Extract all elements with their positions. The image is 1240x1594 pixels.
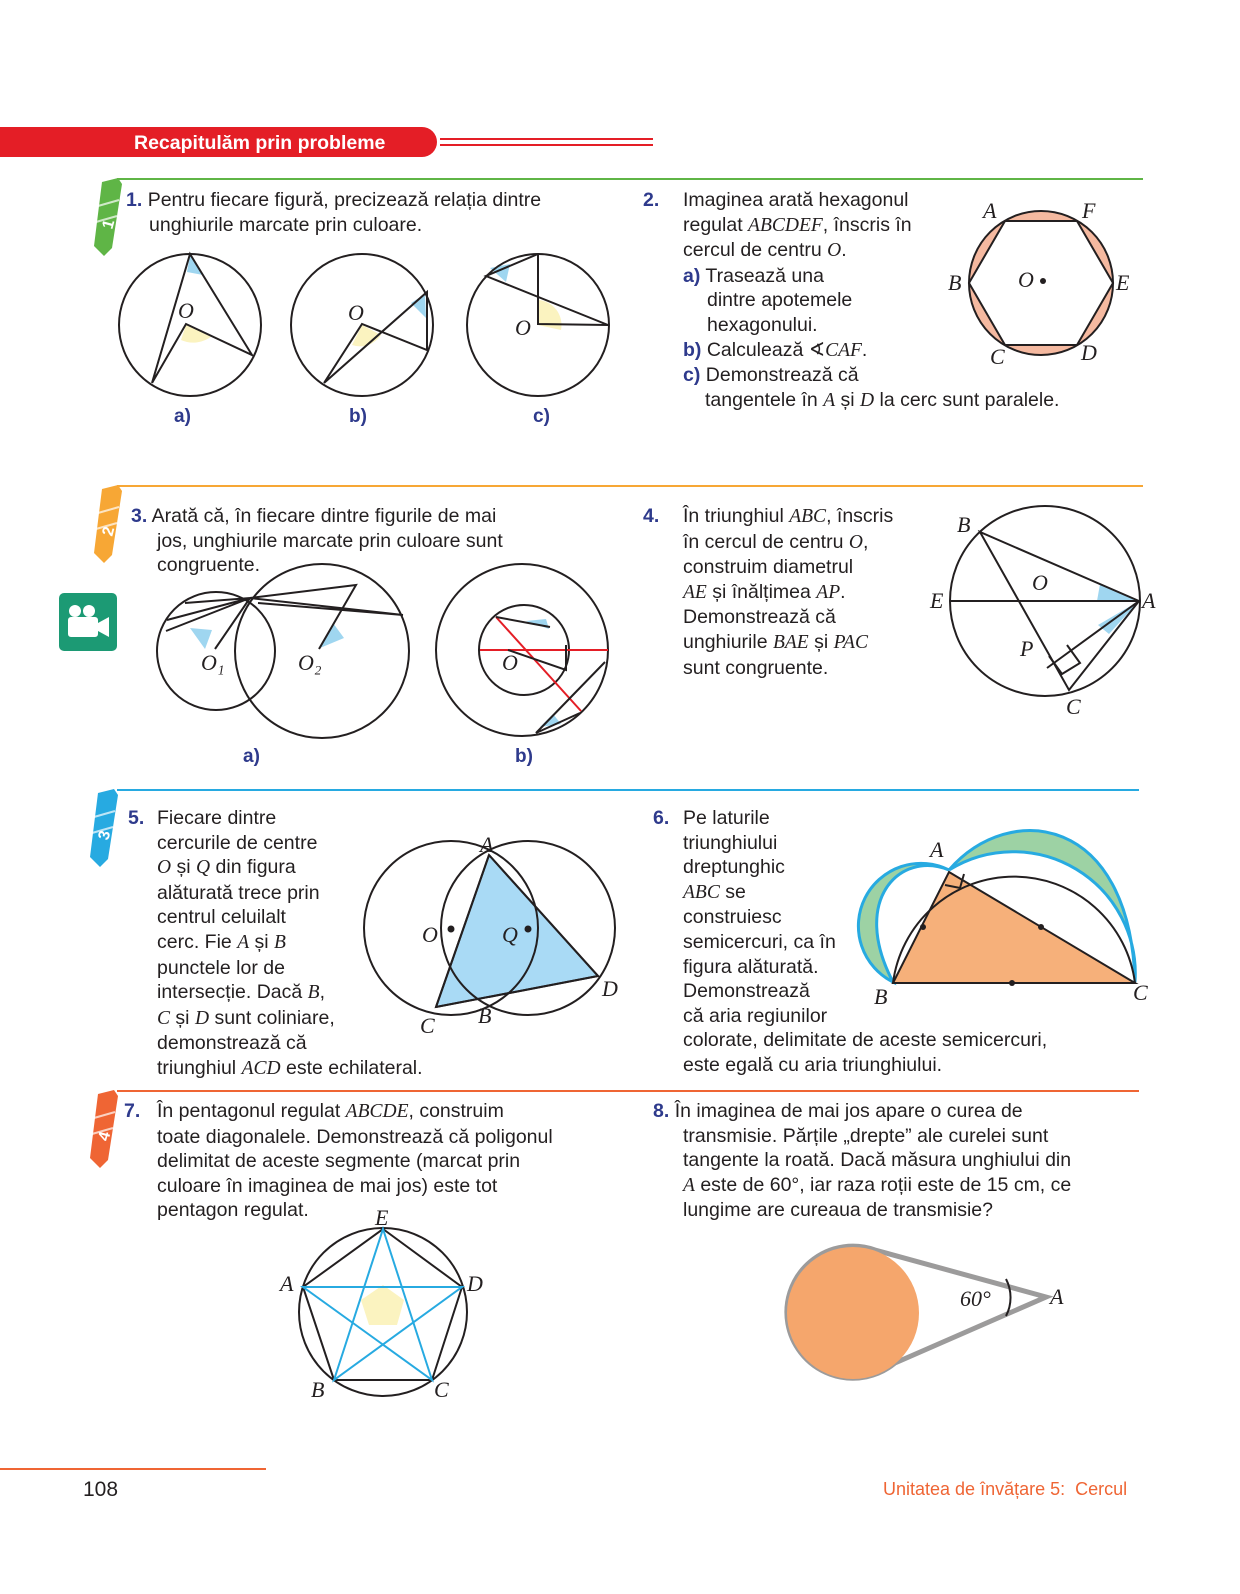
text-line: Imaginea arată hexagonul xyxy=(683,189,909,211)
text-line: punctele lor de xyxy=(157,956,285,979)
text-line: AE și înălțimea AP. xyxy=(683,580,846,603)
svg-text:A: A xyxy=(280,1271,294,1296)
figure-label: b) xyxy=(349,406,367,427)
svg-text:B: B xyxy=(311,1377,325,1402)
text-line: dreptunghic xyxy=(683,856,785,879)
text-line: culoare în imaginea de mai jos) este tot xyxy=(157,1174,498,1197)
footer-rule xyxy=(0,1468,266,1470)
svg-text:D: D xyxy=(467,1271,483,1296)
text-line: În triunghiul ABC, înscris xyxy=(683,505,894,527)
text-line: b) Calculează ∢CAF. xyxy=(683,338,868,361)
text-line: pentagon regulat. xyxy=(157,1199,309,1222)
text-line: tangente la roată. Dacă măsura unghiului din xyxy=(683,1149,1072,1172)
figure-label: a) xyxy=(174,406,191,427)
problem-5-text: 5. xyxy=(128,807,145,829)
svg-text:C: C xyxy=(420,1013,435,1038)
figure-label: c) xyxy=(533,406,550,427)
text-line: demonstrează că xyxy=(157,1032,307,1055)
svg-text:A: A xyxy=(930,837,944,862)
problem-7-text: 7. xyxy=(124,1100,141,1122)
page-number: 108 xyxy=(83,1478,119,1501)
problem-number: 2. xyxy=(643,189,660,211)
svg-text:O: O xyxy=(178,298,194,323)
svg-text:E: E xyxy=(930,588,944,613)
svg-text:60°: 60° xyxy=(960,1286,991,1311)
svg-text:O: O xyxy=(348,300,364,325)
text-line: unghiurile BAE și PAC xyxy=(683,630,868,653)
text-line: ABC se xyxy=(683,880,746,903)
svg-text:B: B xyxy=(948,270,962,295)
figure-label: b) xyxy=(515,746,533,767)
text-line: cerc. Fie A și B xyxy=(157,930,286,953)
svg-text:B: B xyxy=(478,1003,492,1028)
svg-text:4: 4 xyxy=(95,1129,115,1143)
text-line: Fiecare dintre xyxy=(157,807,277,829)
svg-text:3: 3 xyxy=(95,828,115,842)
svg-text:O: O xyxy=(515,315,531,340)
svg-text:O₂: O₂ xyxy=(298,650,322,675)
text-line: toate diagonalele. Demonstrează că poligonul xyxy=(157,1125,553,1148)
text-line: congruente. xyxy=(157,554,260,577)
svg-text:C: C xyxy=(990,344,1005,369)
text-line: construiesc xyxy=(683,906,782,929)
svg-text:B: B xyxy=(874,984,888,1009)
svg-text:P: P xyxy=(1020,636,1034,661)
svg-text:E: E xyxy=(375,1205,389,1230)
text-line: Demonstrează că xyxy=(683,606,836,629)
text-line: A este de 60°, iar raza roții este de 15 cm, ce xyxy=(683,1173,1072,1196)
svg-text:B: B xyxy=(957,512,971,537)
svg-text:O: O xyxy=(422,922,438,947)
text-line: că aria regiunilor xyxy=(683,1004,828,1027)
svg-text:A: A xyxy=(1142,588,1156,613)
problem-text: Pentru fiecare figură, precizează relația dintre xyxy=(147,189,542,211)
text-line: Pe laturile xyxy=(683,807,770,829)
svg-text:2: 2 xyxy=(99,524,119,538)
svg-text:1: 1 xyxy=(99,217,119,231)
text-line: 8. În imaginea de mai jos apare o curea de xyxy=(653,1100,1023,1122)
text-line: în cercul de centru O, xyxy=(683,530,869,553)
svg-text:A: A xyxy=(480,832,494,857)
text-line: sunt congruente. xyxy=(683,656,829,679)
svg-text:O: O xyxy=(1018,267,1034,292)
svg-text:C: C xyxy=(434,1377,449,1402)
text-line: colorate, delimitate de aceste semicercuri, xyxy=(683,1029,1048,1052)
text-line: a) Trasează una xyxy=(683,264,824,287)
text-line: cercurile de centre xyxy=(157,831,318,854)
svg-text:D: D xyxy=(1081,340,1097,365)
text-line: 3. Arată că, în fiecare dintre figurile de mai xyxy=(131,505,497,527)
text-line: centrul celuilalt xyxy=(157,906,286,929)
figure-label: a) xyxy=(243,746,260,767)
text-line: hexagonului. xyxy=(707,313,818,336)
text-line: O și Q din figura xyxy=(157,856,296,879)
text-line: jos, unghiurile marcate prin culoare sunt xyxy=(157,529,503,552)
text-line: construim diametrul xyxy=(683,556,854,579)
text-line: C și D sunt coliniare, xyxy=(157,1006,335,1029)
text-line: tangentele în A și D la cerc sunt paralele. xyxy=(705,388,1060,411)
svg-text:C: C xyxy=(1133,980,1148,1005)
text-line: regulat ABCDEF, înscris în xyxy=(683,213,912,236)
text-line: delimitat de aceste segmente (marcat prin xyxy=(157,1150,521,1173)
svg-text:C: C xyxy=(1066,694,1081,719)
svg-text:A: A xyxy=(983,198,997,223)
unit-title: Unitatea de învățare 5: Cercul xyxy=(883,1479,1128,1499)
text-line: figura alăturată. xyxy=(683,955,819,978)
svg-text:Q: Q xyxy=(502,922,518,947)
text-line: transmisie. Părțile „drepte” ale curelei sunt xyxy=(683,1124,1049,1147)
section-title: Recapitulăm prin probleme xyxy=(134,132,386,154)
text-line: cercul de centru O. xyxy=(683,239,847,262)
problem-6-text: 6. xyxy=(653,807,670,829)
text-line: intersecție. Dacă B, xyxy=(157,981,325,1004)
problem-text: unghiurile marcate prin culoare. xyxy=(149,213,423,236)
svg-text:E: E xyxy=(1116,270,1130,295)
text-line: triunghiului xyxy=(683,831,778,854)
text-line: triunghiul ACD este echilateral. xyxy=(157,1056,423,1079)
text-line: alăturată trece prin xyxy=(157,881,320,904)
text-line: Demonstrează xyxy=(683,980,810,1003)
problem-4-text: 4. xyxy=(643,505,660,527)
text-line: În pentagonul regulat ABCDE, construim xyxy=(157,1100,504,1122)
svg-text:F: F xyxy=(1082,198,1096,223)
text-line: c) Demonstrează că xyxy=(683,364,859,387)
svg-text:O: O xyxy=(502,650,518,675)
text-line: semicercuri, ca în xyxy=(683,930,836,953)
svg-text:O: O xyxy=(1032,570,1048,595)
problem-number: 1. xyxy=(126,189,143,211)
text-line: este egală cu aria triunghiului. xyxy=(683,1053,943,1076)
text-line: lungime are cureaua de transmisie? xyxy=(683,1199,994,1222)
svg-text:O₁: O₁ xyxy=(201,650,225,675)
text-line: dintre apotemele xyxy=(707,289,853,312)
svg-text:D: D xyxy=(602,976,618,1001)
svg-text:A: A xyxy=(1050,1284,1064,1309)
